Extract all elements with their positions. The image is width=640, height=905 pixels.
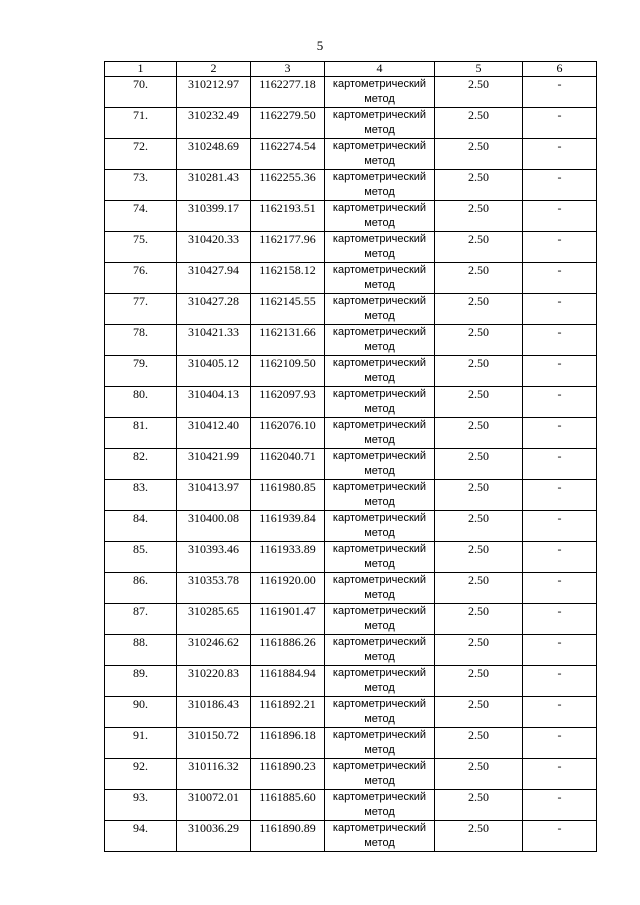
y-coordinate-cell: 1161884.94 [251, 666, 325, 697]
accuracy-cell: 2.50 [435, 821, 523, 852]
table-row [105, 77, 597, 108]
table-row [105, 790, 597, 821]
y-coordinate-cell: 1162274.54 [251, 139, 325, 170]
y-coordinate-cell: 1161885.60 [251, 790, 325, 821]
table-row [105, 604, 597, 635]
y-coordinate-cell: 1162109.50 [251, 356, 325, 387]
note-cell: - [523, 170, 597, 201]
method-cell: картометрический метод [325, 480, 435, 511]
y-coordinate-cell: 1162158.12 [251, 263, 325, 294]
point-number-cell: 94. [105, 821, 177, 852]
table-row [105, 542, 597, 573]
point-number-cell: 77. [105, 294, 177, 325]
accuracy-cell: 2.50 [435, 170, 523, 201]
column-header: 5 [435, 62, 523, 77]
x-coordinate-cell: 310393.46 [177, 542, 251, 573]
table-header-row [105, 62, 597, 77]
x-coordinate-cell: 310412.40 [177, 418, 251, 449]
note-cell: - [523, 418, 597, 449]
note-cell: - [523, 573, 597, 604]
method-cell: картометрический метод [325, 418, 435, 449]
table-row [105, 201, 597, 232]
method-cell: картометрический метод [325, 604, 435, 635]
y-coordinate-cell: 1162255.36 [251, 170, 325, 201]
table-row [105, 232, 597, 263]
accuracy-cell: 2.50 [435, 325, 523, 356]
point-number-cell: 74. [105, 201, 177, 232]
point-number-cell: 91. [105, 728, 177, 759]
y-coordinate-cell: 1162279.50 [251, 108, 325, 139]
table-row [105, 263, 597, 294]
accuracy-cell: 2.50 [435, 542, 523, 573]
note-cell: - [523, 232, 597, 263]
y-coordinate-cell: 1162277.18 [251, 77, 325, 108]
note-cell: - [523, 666, 597, 697]
x-coordinate-cell: 310353.78 [177, 573, 251, 604]
coordinates-table [104, 61, 597, 852]
note-cell: - [523, 325, 597, 356]
table-row [105, 387, 597, 418]
y-coordinate-cell: 1161890.89 [251, 821, 325, 852]
y-coordinate-cell: 1161933.89 [251, 542, 325, 573]
note-cell: - [523, 356, 597, 387]
accuracy-cell: 2.50 [435, 697, 523, 728]
y-coordinate-cell: 1161892.21 [251, 697, 325, 728]
x-coordinate-cell: 310427.28 [177, 294, 251, 325]
point-number-cell: 92. [105, 759, 177, 790]
note-cell: - [523, 759, 597, 790]
accuracy-cell: 2.50 [435, 108, 523, 139]
note-cell: - [523, 480, 597, 511]
x-coordinate-cell: 310285.65 [177, 604, 251, 635]
table-row [105, 728, 597, 759]
table-row [105, 139, 597, 170]
accuracy-cell: 2.50 [435, 232, 523, 263]
table-row [105, 325, 597, 356]
x-coordinate-cell: 310421.33 [177, 325, 251, 356]
note-cell: - [523, 728, 597, 759]
y-coordinate-cell: 1162193.51 [251, 201, 325, 232]
table-row [105, 635, 597, 666]
note-cell: - [523, 139, 597, 170]
x-coordinate-cell: 310246.62 [177, 635, 251, 666]
x-coordinate-cell: 310405.12 [177, 356, 251, 387]
x-coordinate-cell: 310072.01 [177, 790, 251, 821]
note-cell: - [523, 604, 597, 635]
table-row [105, 294, 597, 325]
method-cell: картометрический метод [325, 356, 435, 387]
accuracy-cell: 2.50 [435, 759, 523, 790]
y-coordinate-cell: 1162076.10 [251, 418, 325, 449]
y-coordinate-cell: 1162177.96 [251, 232, 325, 263]
point-number-cell: 70. [105, 77, 177, 108]
y-coordinate-cell: 1161890.23 [251, 759, 325, 790]
method-cell: картометрический метод [325, 294, 435, 325]
accuracy-cell: 2.50 [435, 294, 523, 325]
accuracy-cell: 2.50 [435, 356, 523, 387]
method-cell: картометрический метод [325, 170, 435, 201]
point-number-cell: 82. [105, 449, 177, 480]
method-cell: картометрический метод [325, 139, 435, 170]
x-coordinate-cell: 310220.83 [177, 666, 251, 697]
table-row [105, 449, 597, 480]
accuracy-cell: 2.50 [435, 635, 523, 666]
accuracy-cell: 2.50 [435, 201, 523, 232]
table-row [105, 573, 597, 604]
point-number-cell: 75. [105, 232, 177, 263]
accuracy-cell: 2.50 [435, 511, 523, 542]
point-number-cell: 85. [105, 542, 177, 573]
column-header: 6 [523, 62, 597, 77]
x-coordinate-cell: 310212.97 [177, 77, 251, 108]
note-cell: - [523, 263, 597, 294]
point-number-cell: 81. [105, 418, 177, 449]
accuracy-cell: 2.50 [435, 449, 523, 480]
method-cell: картометрический метод [325, 666, 435, 697]
x-coordinate-cell: 310036.29 [177, 821, 251, 852]
point-number-cell: 84. [105, 511, 177, 542]
y-coordinate-cell: 1161901.47 [251, 604, 325, 635]
method-cell: картометрический метод [325, 108, 435, 139]
table-body [105, 77, 597, 852]
table-row [105, 418, 597, 449]
method-cell: картометрический метод [325, 263, 435, 294]
accuracy-cell: 2.50 [435, 728, 523, 759]
y-coordinate-cell: 1162131.66 [251, 325, 325, 356]
y-coordinate-cell: 1162040.71 [251, 449, 325, 480]
method-cell: картометрический метод [325, 77, 435, 108]
point-number-cell: 90. [105, 697, 177, 728]
accuracy-cell: 2.50 [435, 480, 523, 511]
method-cell: картометрический метод [325, 697, 435, 728]
note-cell: - [523, 635, 597, 666]
note-cell: - [523, 697, 597, 728]
note-cell: - [523, 387, 597, 418]
y-coordinate-cell: 1162097.93 [251, 387, 325, 418]
x-coordinate-cell: 310404.13 [177, 387, 251, 418]
x-coordinate-cell: 310186.43 [177, 697, 251, 728]
point-number-cell: 79. [105, 356, 177, 387]
method-cell: картометрический метод [325, 201, 435, 232]
x-coordinate-cell: 310248.69 [177, 139, 251, 170]
table-row [105, 108, 597, 139]
x-coordinate-cell: 310281.43 [177, 170, 251, 201]
table-row [105, 356, 597, 387]
point-number-cell: 80. [105, 387, 177, 418]
y-coordinate-cell: 1161896.18 [251, 728, 325, 759]
point-number-cell: 88. [105, 635, 177, 666]
y-coordinate-cell: 1161886.26 [251, 635, 325, 666]
accuracy-cell: 2.50 [435, 77, 523, 108]
method-cell: картометрический метод [325, 232, 435, 263]
column-header: 4 [325, 62, 435, 77]
table-row [105, 821, 597, 852]
accuracy-cell: 2.50 [435, 790, 523, 821]
x-coordinate-cell: 310232.49 [177, 108, 251, 139]
x-coordinate-cell: 310400.08 [177, 511, 251, 542]
accuracy-cell: 2.50 [435, 604, 523, 635]
note-cell: - [523, 108, 597, 139]
column-header: 3 [251, 62, 325, 77]
method-cell: картометрический метод [325, 449, 435, 480]
accuracy-cell: 2.50 [435, 666, 523, 697]
note-cell: - [523, 542, 597, 573]
point-number-cell: 89. [105, 666, 177, 697]
y-coordinate-cell: 1161939.84 [251, 511, 325, 542]
point-number-cell: 83. [105, 480, 177, 511]
note-cell: - [523, 790, 597, 821]
table-row [105, 480, 597, 511]
point-number-cell: 73. [105, 170, 177, 201]
x-coordinate-cell: 310413.97 [177, 480, 251, 511]
point-number-cell: 93. [105, 790, 177, 821]
note-cell: - [523, 821, 597, 852]
method-cell: картометрический метод [325, 759, 435, 790]
accuracy-cell: 2.50 [435, 573, 523, 604]
method-cell: картометрический метод [325, 790, 435, 821]
y-coordinate-cell: 1162145.55 [251, 294, 325, 325]
y-coordinate-cell: 1161920.00 [251, 573, 325, 604]
method-cell: картометрический метод [325, 821, 435, 852]
x-coordinate-cell: 310399.17 [177, 201, 251, 232]
method-cell: картометрический метод [325, 325, 435, 356]
method-cell: картометрический метод [325, 387, 435, 418]
method-cell: картометрический метод [325, 573, 435, 604]
note-cell: - [523, 449, 597, 480]
table-row [105, 170, 597, 201]
x-coordinate-cell: 310116.32 [177, 759, 251, 790]
x-coordinate-cell: 310150.72 [177, 728, 251, 759]
method-cell: картометрический метод [325, 511, 435, 542]
point-number-cell: 71. [105, 108, 177, 139]
method-cell: картометрический метод [325, 635, 435, 666]
x-coordinate-cell: 310427.94 [177, 263, 251, 294]
accuracy-cell: 2.50 [435, 263, 523, 294]
accuracy-cell: 2.50 [435, 418, 523, 449]
note-cell: - [523, 201, 597, 232]
method-cell: картометрический метод [325, 542, 435, 573]
x-coordinate-cell: 310421.99 [177, 449, 251, 480]
accuracy-cell: 2.50 [435, 387, 523, 418]
table-row [105, 511, 597, 542]
note-cell: - [523, 77, 597, 108]
point-number-cell: 86. [105, 573, 177, 604]
point-number-cell: 76. [105, 263, 177, 294]
point-number-cell: 72. [105, 139, 177, 170]
method-cell: картометрический метод [325, 728, 435, 759]
point-number-cell: 78. [105, 325, 177, 356]
accuracy-cell: 2.50 [435, 139, 523, 170]
y-coordinate-cell: 1161980.85 [251, 480, 325, 511]
point-number-cell: 87. [105, 604, 177, 635]
note-cell: - [523, 294, 597, 325]
column-header: 1 [105, 62, 177, 77]
table-row [105, 666, 597, 697]
page-number: 5 [316, 38, 324, 53]
note-cell: - [523, 511, 597, 542]
x-coordinate-cell: 310420.33 [177, 232, 251, 263]
table-row [105, 697, 597, 728]
table-row [105, 759, 597, 790]
column-header: 2 [177, 62, 251, 77]
